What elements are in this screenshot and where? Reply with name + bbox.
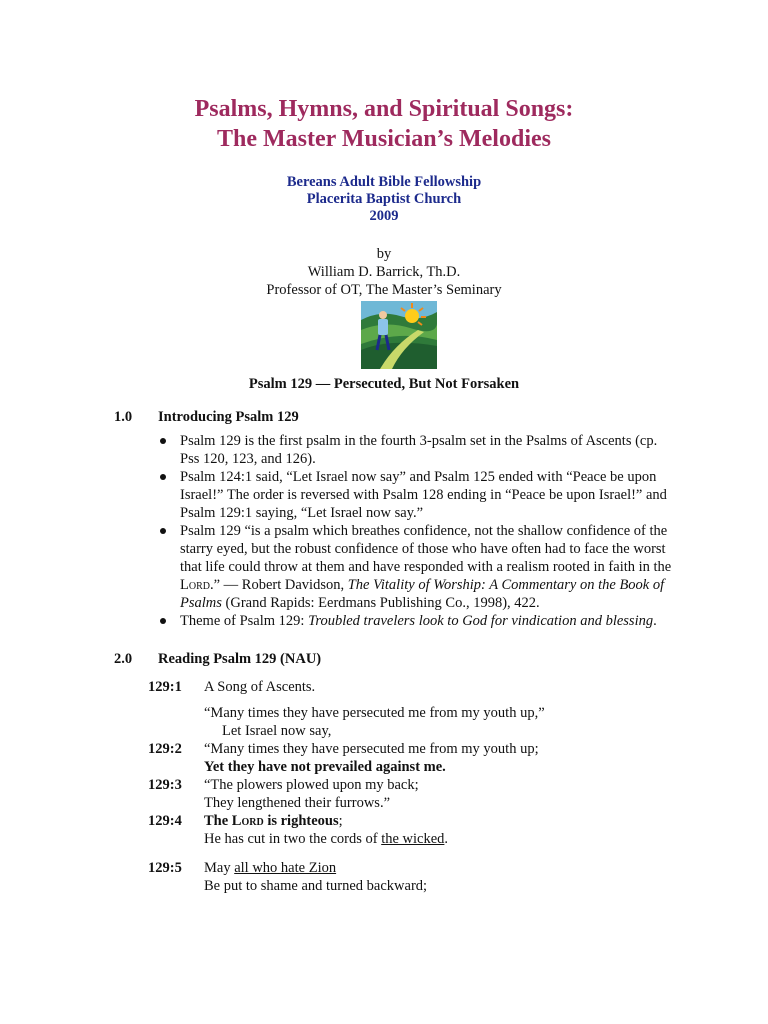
author-name: William D. Barrick, Th.D.	[307, 264, 461, 280]
document-title-line-1: Psalms, Hymns, and Spiritual Songs:	[194, 96, 574, 122]
list-item	[160, 468, 680, 522]
traveler-illustration-svg	[360, 300, 438, 370]
lesson-title: Psalm 129 — Persecuted, But Not Forsaken	[248, 376, 520, 392]
book-title: The Vitality of Worship: A Commentary on the Book of Psalms	[180, 577, 665, 611]
verse-text: A Song of Ascents.	[204, 679, 316, 695]
underlined-phrase: the wicked	[381, 831, 445, 847]
lord-small-caps: Lord	[231, 813, 264, 829]
verse-text: Let Israel now say,	[222, 723, 332, 739]
verse-text: May all who hate Zion	[204, 860, 337, 876]
verse-text: He has cut in two the cords of the wicked.	[204, 831, 449, 847]
verse-ref-2: 129:2	[148, 741, 182, 757]
verse-ref-5: 129:5	[148, 860, 182, 876]
underlined-phrase: all who hate Zion	[234, 860, 337, 876]
verse-ref-3: 129:3	[148, 777, 182, 793]
section-2-title: Reading Psalm 129 (NAU)	[158, 651, 322, 667]
section-1-number: 1.0	[114, 409, 133, 425]
bullet-icon	[160, 474, 166, 480]
traveler-illustration	[360, 300, 438, 370]
section-1-title: Introducing Psalm 129	[158, 409, 299, 425]
author-title: Professor of OT, The Master’s Seminary	[266, 282, 502, 298]
bullet-icon	[160, 528, 166, 534]
list-item	[160, 432, 680, 468]
bullet-icon	[160, 618, 166, 624]
bullet-text: Psalm 129 is the first psalm in the fourth 3-psalm set in the Psalms of Ascents (cp. Pss 120, 123, and 126).	[180, 433, 658, 467]
bullet-text: Theme of Psalm 129: Troubled travelers look to God for vindication and blessing.	[180, 613, 657, 629]
theme-statement: Troubled travelers look to God for vindication and blessing	[308, 613, 654, 629]
verse-text: “The plowers plowed upon my back;	[204, 777, 419, 793]
bullet-text: Psalm 129 “is a psalm which breathes confidence, not the shallow confidence of the starry eyed, but the robust confidence of those who have often had to face the worst that life could throw at them and have responded with a realism rooted in faith in the Lord.” — Robert Davidson, The Vitality of Worship: A Commentary on the Book of Psalms (Grand Rapids: Eerdmans Publishing Co., 1998), 422.	[180, 523, 672, 611]
section-1-bullet-list	[160, 432, 680, 630]
list-item	[160, 612, 680, 630]
bullet-text: Psalm 124:1 said, “Let Israel now say” and Psalm 125 ended with “Peace be upon Israel!” The order is reversed with Psalm 128 ending in “Peace be upon Israel!” and Psalm 129:1 saying, “Let Israel now say.”	[180, 469, 667, 521]
lord-small-caps: Lord	[180, 577, 210, 593]
verse-text: Yet they have not prevailed against me.	[204, 759, 446, 775]
verse-text: Be put to shame and turned backward;	[204, 878, 428, 894]
section-2-number: 2.0	[114, 651, 133, 667]
church-name: Placerita Baptist Church	[306, 191, 462, 207]
verse-ref-4: 129:4	[148, 813, 182, 829]
verse-text: The Lord is righteous;	[204, 813, 343, 829]
document-title-line-2: The Master Musician’s Melodies	[217, 126, 551, 152]
fellowship-name: Bereans Adult Bible Fellowship	[286, 174, 482, 190]
year: 2009	[369, 208, 399, 224]
verse-ref-1: 129:1	[148, 679, 182, 695]
list-item	[160, 522, 680, 612]
verse-text: They lengthened their furrows.”	[204, 795, 391, 811]
verse-text: “Many times they have persecuted me from my youth up;	[204, 741, 539, 757]
verse-text: “Many times they have persecuted me from my youth up,”	[204, 705, 545, 721]
byline-by: by	[376, 246, 392, 262]
bullet-icon	[160, 438, 166, 444]
